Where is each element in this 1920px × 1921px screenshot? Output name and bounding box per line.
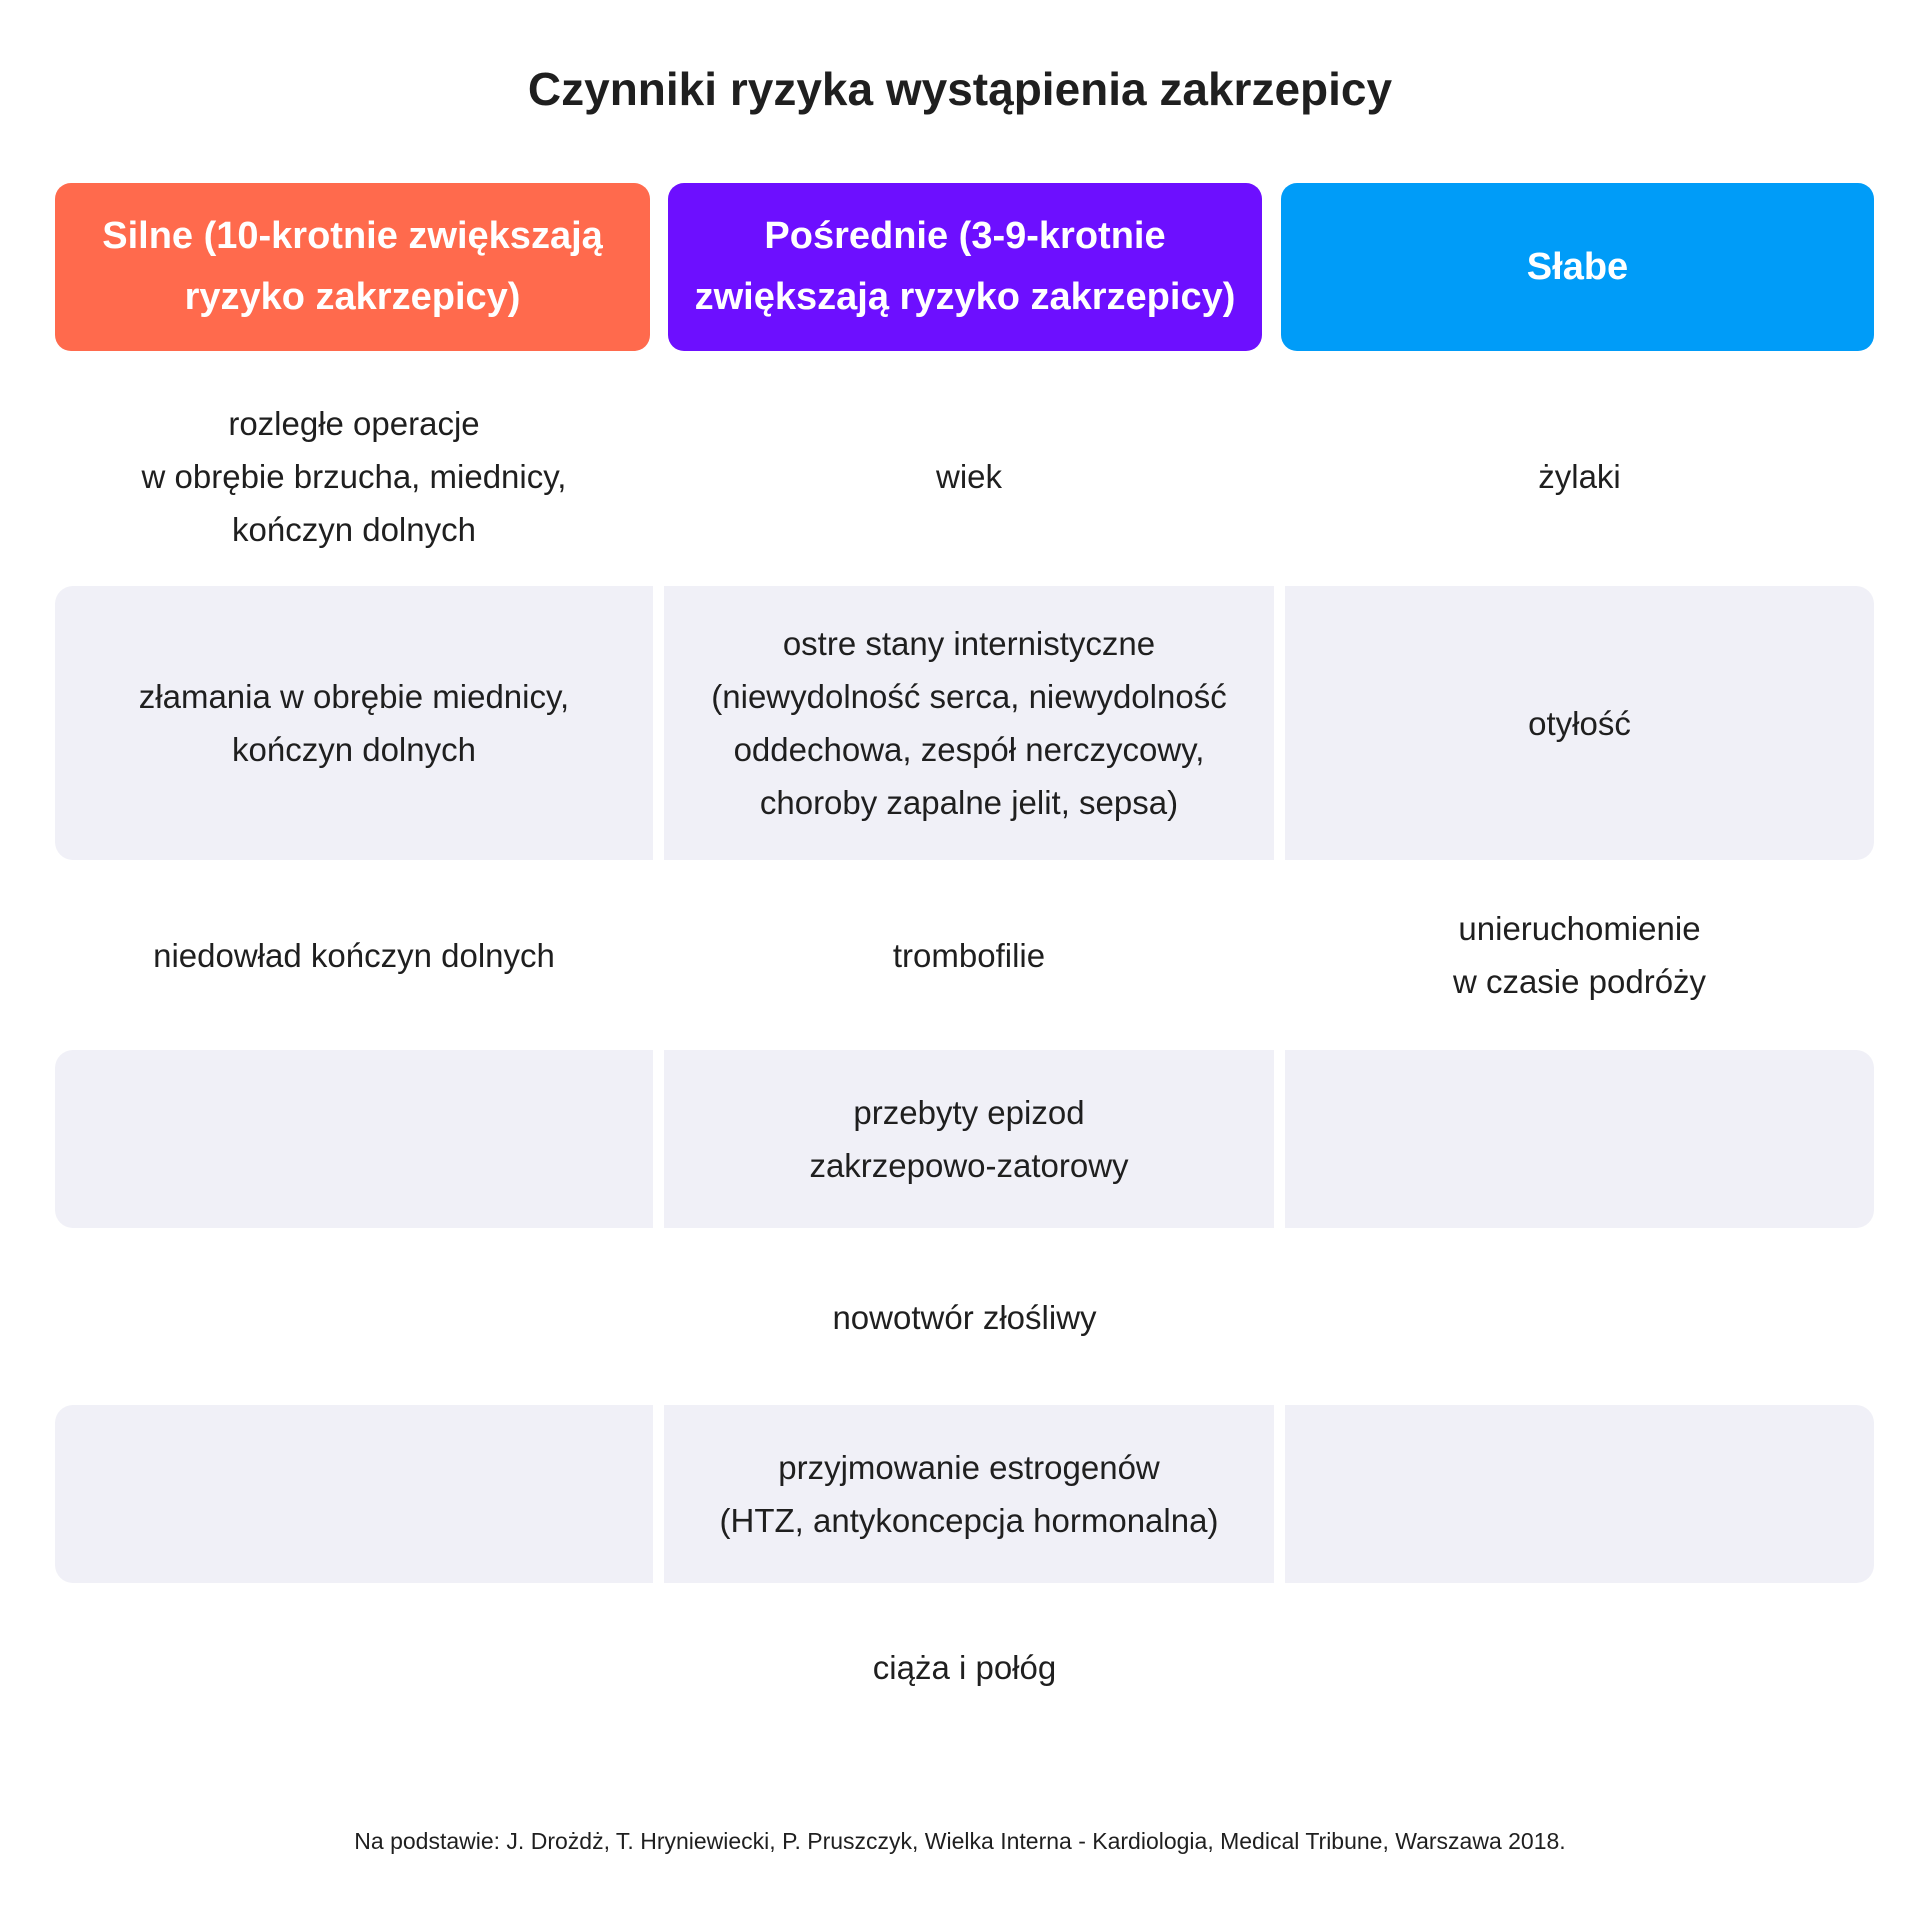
- cell-strong-3: niedowład kończyn dolnych: [153, 936, 555, 974]
- cell-span-5: nowotwór złośliwy: [832, 1298, 1097, 1336]
- cell-span-7: ciąża i połóg: [872, 1648, 1057, 1686]
- column-divider: [1274, 1050, 1285, 1228]
- cell-weak-1: żylaki: [1538, 457, 1621, 495]
- column-divider: [653, 1050, 664, 1228]
- column-divider: [1274, 1405, 1285, 1583]
- header-weak: Słabe: [1281, 183, 1874, 351]
- cell-weak-3: unieruchomienie w czasie podróży: [1452, 910, 1707, 1000]
- cell-strong-2: złamania w obrębie miednicy, kończyn dolnych: [138, 678, 570, 768]
- cell-moderate-3: trombofilie: [892, 936, 1046, 974]
- source-footnote: Na podstawie: J. Drożdż, T. Hryniewiecki, P. Pruszczyk, Wielka Interna - Kardiologia, Medical Tribune, Warszawa 2018.: [354, 1828, 1566, 1854]
- cell-moderate-1: wiek: [935, 457, 1003, 495]
- column-divider: [1274, 586, 1285, 860]
- page-title: Czynniki ryzyka wystąpienia zakrzepicy: [527, 63, 1393, 115]
- cell-moderate-4: przebyty epizod zakrzepowo-zatorowy: [809, 1094, 1129, 1184]
- cell-weak-2: otyłość: [1528, 704, 1631, 742]
- column-divider: [653, 586, 664, 860]
- column-divider: [653, 1405, 664, 1583]
- header-strong: Silne (10-krotnie zwiększają ryzyko zakrzepicy): [55, 183, 650, 351]
- cell-moderate-2: ostre stany internistyczne (niewydolność serca, niewydolność oddechowa, zespół nerczycowy, choroby zapalne jelit, sepsa): [711, 625, 1227, 821]
- cell-strong-1: rozległe operacje w obrębie brzucha, miednicy, kończyn dolnych: [141, 404, 567, 548]
- cell-moderate-6: przyjmowanie estrogenów (HTZ, antykoncepcja hormonalna): [719, 1449, 1219, 1539]
- header-moderate: Pośrednie (3-9-krotnie zwiększają ryzyko zakrzepicy): [668, 183, 1262, 351]
